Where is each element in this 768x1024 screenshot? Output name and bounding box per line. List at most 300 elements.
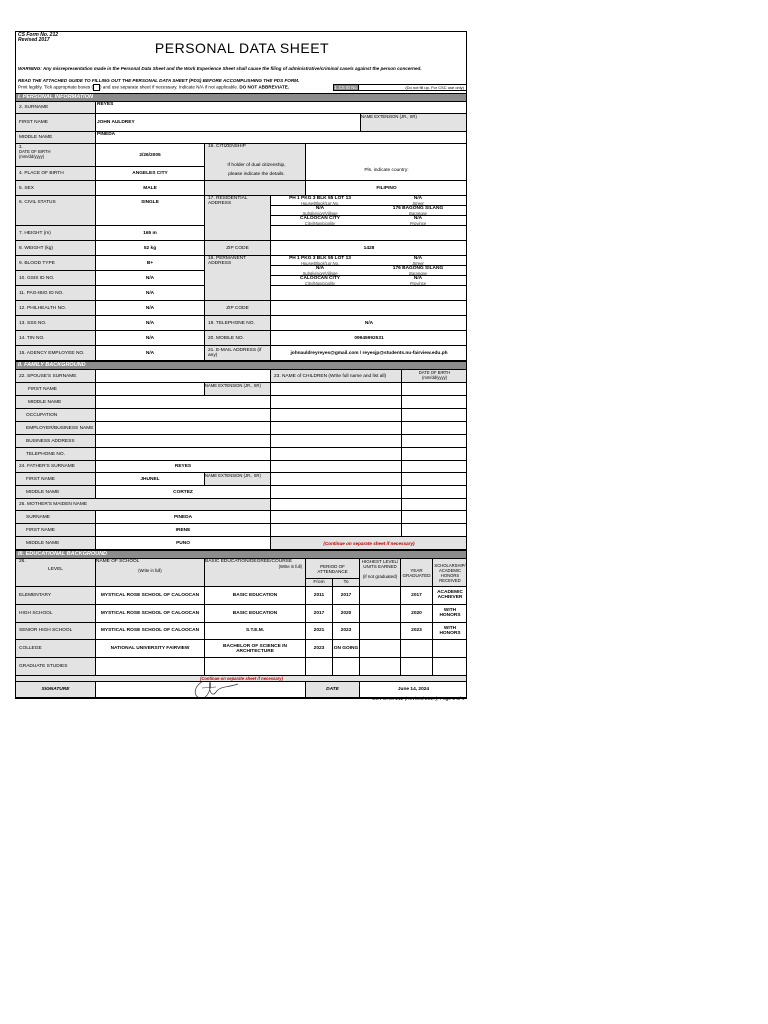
child-dob-field[interactable]	[402, 511, 467, 524]
gsis-label-text: 10. GSIS ID NO.	[19, 275, 55, 281]
res-zip-label	[205, 241, 271, 256]
education-number: 26.	[19, 559, 26, 564]
blood-type-value: B+	[146, 260, 154, 266]
res-province-value: N/A	[413, 216, 423, 221]
education-period-label: PERIOD OF ATTENDANCE	[317, 563, 348, 574]
perm-barangay-caption: Barangay	[409, 271, 427, 276]
telephone-value: N/A	[364, 320, 374, 326]
citizenship-value-field[interactable]	[306, 181, 467, 196]
education-year-value: 2023	[411, 628, 422, 634]
education-honors-cell[interactable]	[433, 658, 467, 676]
education-to-label: To	[343, 580, 349, 585]
philhealth-value: N/A	[145, 305, 155, 311]
tin-label	[16, 331, 96, 346]
sss-value: N/A	[145, 320, 155, 326]
child-dob-field[interactable]	[402, 499, 467, 511]
education-school-cell[interactable]	[96, 623, 205, 641]
perm-city-value: CALOOCAN CITY	[300, 276, 340, 281]
education-year-value: 2017	[411, 592, 422, 598]
employer-label-text: EMPLOYER/BUSINESS NAME	[26, 425, 94, 431]
checkbox-sample-icon	[93, 84, 100, 91]
education-course-cell[interactable]	[205, 640, 306, 658]
perm-house-field[interactable]	[271, 256, 369, 266]
telephone-label-text: 19. TELEPHONE NO.	[208, 320, 255, 326]
father-surname-label	[16, 461, 96, 473]
weight-label-text: 8. WEIGHT (kg)	[19, 245, 54, 251]
mobile-label-text: 20. MOBILE NO.	[208, 335, 244, 341]
cs-id-note: (Do not fill up. For CSC use only)	[359, 84, 467, 91]
civil-status-label-text: 6. CIVIL STATUS	[19, 200, 56, 205]
agency-employee-label-text: 15. AGENCY EMPLOYEE NO.	[19, 350, 85, 356]
mobile-value: 09945992531	[354, 335, 384, 341]
education-course-cell[interactable]	[205, 623, 306, 641]
gsis-label	[16, 271, 96, 286]
education-school-cell[interactable]	[96, 658, 205, 676]
perm-zip-label	[205, 301, 271, 316]
mother-first-name-label-text: FIRST NAME	[26, 527, 55, 533]
child-dob-field[interactable]	[402, 486, 467, 499]
child-name-field[interactable]	[271, 422, 402, 435]
mother-middle-name-value: PUNO	[176, 540, 190, 546]
pagibig-label	[16, 286, 96, 301]
agency-employee-field[interactable]	[96, 346, 205, 361]
employer-label	[16, 422, 96, 435]
height-label-text: 7. HEIGHT (m)	[19, 230, 51, 236]
res-city-caption: City/Municipality	[304, 221, 336, 226]
child-name-field[interactable]	[271, 473, 402, 486]
education-highest-sub: (if not graduated)	[362, 574, 398, 579]
footer-form-page: CS FORM 212 (Revised 2017), Page 1 of 4	[372, 697, 465, 702]
perm-address-filler	[271, 286, 467, 301]
education-course-cell[interactable]	[205, 587, 306, 605]
father-middle-name-value: CORTEZ	[173, 489, 193, 495]
father-first-name-field[interactable]	[96, 473, 205, 486]
email-label-text: 21. E-MAIL ADDRESS (if any)	[208, 348, 262, 358]
education-course-label: BASIC EDUCATION/DEGREE/COURSE	[205, 559, 293, 564]
perm-street-value: N/A	[413, 256, 423, 261]
education-school-header	[96, 559, 205, 587]
education-level-value: HIGH SCHOOL	[19, 610, 53, 616]
res-zip-field[interactable]	[271, 241, 467, 256]
dob-label	[16, 144, 96, 167]
weight-value: 52 kg	[143, 245, 157, 251]
education-level-cell	[16, 640, 96, 658]
occupation-field[interactable]	[96, 409, 271, 422]
education-course-value: BASIC EDUCATION	[232, 592, 278, 598]
child-dob-field[interactable]	[402, 461, 467, 473]
father-surname-label-text: 24. FATHER'S SURNAME	[19, 464, 76, 469]
signature-label-text: SIGNATURE	[41, 687, 70, 692]
education-year-cell[interactable]	[401, 658, 433, 676]
mother-surname-label	[16, 511, 96, 524]
dob-number: 3.	[19, 144, 23, 149]
family-continue-note	[271, 537, 467, 550]
education-year-header	[401, 559, 433, 587]
education-from-header	[306, 579, 333, 587]
education-from-value: 2011	[313, 592, 325, 598]
children-dob-format: (mm/dd/yyyy)	[421, 375, 448, 380]
res-house-caption: House/Block/Lot No.	[300, 201, 340, 206]
res-subdivision-caption: Subdivision/Village	[302, 211, 338, 216]
education-highest-cell[interactable]	[360, 640, 401, 658]
mobile-field[interactable]	[271, 331, 467, 346]
child-name-field[interactable]	[271, 396, 402, 409]
education-to-cell[interactable]	[333, 587, 360, 605]
perm-zip-label-text: ZIP CODE	[226, 305, 249, 311]
children-dob-label	[402, 370, 467, 383]
res-city-field[interactable]	[271, 216, 369, 226]
education-level-label: LEVEL	[48, 567, 63, 572]
education-period-header	[306, 559, 360, 579]
sss-label	[16, 316, 96, 331]
education-year-cell[interactable]	[401, 605, 433, 623]
education-year-value: 2020	[411, 610, 422, 616]
education-highest-cell[interactable]	[360, 623, 401, 641]
country-note: Pls. indicate country:	[364, 168, 409, 173]
education-honors-value: WITH HONORS	[439, 608, 461, 619]
children-label-text: 23. NAME of CHILDREN (Write full name and list all)	[274, 373, 387, 379]
education-highest-cell[interactable]	[360, 658, 401, 676]
telephone-label	[205, 316, 271, 331]
perm-barangay-field[interactable]	[369, 266, 467, 276]
perm-province-field[interactable]	[369, 276, 467, 286]
res-zip-label-text: ZIP CODE	[226, 245, 249, 251]
mother-middle-name-label	[16, 537, 96, 550]
perm-province-value: N/A	[413, 276, 423, 281]
father-name-extension-label: NAME EXTENSION (JR., SR)	[205, 473, 261, 478]
education-school-label: NAME OF SCHOOL	[96, 559, 140, 564]
section-personal-information: I. PERSONAL INFORMATION	[16, 93, 467, 102]
form-revision: Revised 2017	[18, 37, 50, 43]
middle-name-field[interactable]: PINEDA	[96, 132, 467, 144]
education-to-cell[interactable]	[333, 623, 360, 641]
agency-employee-label	[16, 346, 96, 361]
section-family-background: II. FAMILY BACKGROUND	[16, 361, 467, 370]
education-level-cell	[16, 605, 96, 623]
education-course-header	[205, 559, 306, 587]
res-house-value: PH 1 PKG 3 BLK 55 LOT 13	[289, 196, 351, 201]
education-school-cell[interactable]	[96, 605, 205, 623]
employer-field[interactable]	[96, 422, 271, 435]
education-level-header	[16, 559, 96, 587]
spouse-telephone-field[interactable]	[96, 448, 271, 461]
section-educational-background: III. EDUCATIONAL BACKGROUND	[16, 550, 467, 559]
education-course-cell[interactable]	[205, 658, 306, 676]
sss-field[interactable]	[96, 316, 205, 331]
pagibig-value: N/A	[145, 290, 155, 296]
res-street-value: N/A	[413, 196, 423, 201]
res-street-field[interactable]	[369, 196, 467, 206]
spouse-telephone-label-text: TELEPHONE NO.	[26, 451, 65, 457]
education-school-sub: (Write in full)	[138, 568, 162, 573]
res-street-caption: Street	[412, 201, 424, 206]
mother-first-name-field[interactable]	[96, 524, 271, 537]
father-first-name-value: JHUNEL	[140, 476, 160, 482]
weight-field[interactable]	[96, 241, 205, 256]
child-dob-field[interactable]	[402, 524, 467, 537]
res-barangay-caption: Barangay	[409, 211, 427, 216]
res-barangay-value: 176 BAGONG SILANG	[392, 206, 444, 211]
spouse-name-extension-field[interactable]	[205, 383, 271, 396]
residential-address-label	[205, 196, 271, 241]
res-address-filler	[271, 226, 467, 241]
business-address-label	[16, 435, 96, 448]
gsis-field[interactable]	[96, 271, 205, 286]
education-honors-header	[433, 559, 467, 587]
guide-text: READ THE ATTACHED GUIDE TO FILLING OUT THE PERSONAL DATA SHEET (PDS) BEFORE ACCOMPLISHING THE PDS FORM.	[18, 78, 300, 83]
child-name-field[interactable]	[271, 448, 402, 461]
date-field[interactable]	[360, 682, 467, 698]
spouse-first-name-field[interactable]	[96, 383, 205, 396]
occupation-label-text: OCCUPATION	[26, 412, 58, 418]
child-dob-field[interactable]	[402, 409, 467, 422]
surname-label-text: 2. SURNAME	[19, 105, 49, 110]
business-address-field[interactable]	[96, 435, 271, 448]
education-honors-cell[interactable]	[433, 623, 467, 641]
education-highest-cell[interactable]	[360, 605, 401, 623]
education-highest-cell[interactable]	[360, 587, 401, 605]
dob-label-text: DATE OF BIRTH	[19, 149, 51, 154]
education-continue-note-text: (Continue on separate sheet if necessary)	[199, 676, 284, 681]
spouse-surname-label	[16, 370, 96, 383]
perm-subdivision-field[interactable]	[271, 266, 369, 276]
education-year-cell[interactable]	[401, 587, 433, 605]
pob-label-text: 4. PLACE OF BIRTH	[19, 171, 64, 176]
name-extension-label: NAME EXTENSION (JR., SR)	[361, 114, 417, 119]
education-honors-cell[interactable]	[433, 605, 467, 623]
first-name-value: JOHN AULDREY	[97, 120, 135, 125]
occupation-label	[16, 409, 96, 422]
education-to-header	[333, 579, 360, 587]
child-dob-field[interactable]	[402, 435, 467, 448]
education-year-cell[interactable]	[401, 640, 433, 658]
spouse-first-name-label-text: FIRST NAME	[28, 386, 57, 392]
tin-value: N/A	[145, 335, 155, 341]
education-school-cell[interactable]	[96, 640, 205, 658]
education-from-cell[interactable]	[306, 587, 333, 605]
res-barangay-field[interactable]	[369, 206, 467, 216]
sex-label-text: 5. SEX	[19, 185, 34, 191]
spouse-middle-name-field[interactable]	[96, 396, 271, 409]
child-dob-field[interactable]	[402, 422, 467, 435]
dob-format: (mm/dd/yyyy)	[19, 154, 45, 159]
citizenship-detail-label	[205, 181, 306, 196]
family-continue-note-text: (Continue on separate sheet if necessary)	[323, 540, 415, 546]
no-abbreviate-note: DO NOT ABBREVIATE.	[239, 84, 290, 90]
father-middle-name-field[interactable]	[96, 486, 271, 499]
citizenship-label-text: 16. CITIZENSHIP	[208, 144, 246, 149]
sex-label	[16, 181, 96, 196]
spouse-first-name-label	[16, 383, 96, 396]
education-year-cell[interactable]	[401, 623, 433, 641]
education-course-value: BACHELOR OF SCIENCE IN ARCHITECTURE	[223, 643, 287, 654]
perm-house-value: PH 1 PKG 3 BLK 55 LOT 13	[289, 256, 351, 261]
citizenship-field[interactable]	[306, 144, 467, 181]
personal-data-sheet	[15, 31, 467, 699]
children-label	[271, 370, 402, 383]
education-course-cell[interactable]	[205, 605, 306, 623]
surname-label	[16, 102, 96, 114]
blood-type-label-text: 9. BLOOD TYPE	[19, 260, 55, 266]
citizenship-label	[205, 144, 306, 181]
pob-field[interactable]	[96, 167, 205, 181]
mobile-label	[205, 331, 271, 346]
blood-type-field[interactable]	[96, 256, 205, 271]
res-house-field[interactable]	[271, 196, 369, 206]
education-year-label: YEAR GRADUATED	[402, 567, 431, 578]
date-label-text: DATE	[326, 687, 339, 692]
gsis-value: N/A	[145, 275, 155, 281]
father-middle-name-label	[16, 486, 96, 499]
child-name-field[interactable]	[271, 499, 402, 511]
mother-first-name-value: IRENE	[175, 527, 191, 533]
education-to-value: ON GOING	[333, 646, 359, 652]
business-address-label-text: BUSINESS ADDRESS	[26, 438, 75, 444]
education-to-cell[interactable]	[333, 658, 360, 676]
email-field[interactable]	[271, 346, 467, 361]
child-dob-field[interactable]	[402, 383, 467, 396]
spouse-telephone-label	[16, 448, 96, 461]
spouse-middle-name-label	[16, 396, 96, 409]
form-number: CS Form No. 212	[18, 32, 59, 38]
first-name-label-text: FIRST NAME	[19, 120, 48, 125]
education-level-value: SENIOR HIGH SCHOOL	[19, 628, 73, 634]
email-label	[205, 346, 271, 361]
child-name-field[interactable]	[271, 383, 402, 396]
civil-status-label	[16, 196, 96, 226]
spouse-surname-field[interactable]	[96, 370, 271, 383]
signature-field[interactable]	[96, 682, 306, 698]
father-first-name-label	[16, 473, 96, 486]
telephone-field[interactable]	[271, 316, 467, 331]
instructions-part-1: Print legibly. Tick appropriate boxes (	[18, 84, 93, 90]
res-province-field[interactable]	[369, 216, 467, 226]
cs-id-label: 1. CS ID No.	[334, 85, 358, 90]
civil-status-field[interactable]	[96, 196, 205, 226]
height-value: 165 m	[143, 230, 157, 236]
education-highest-label: HIGHEST LEVEL/ UNITS EARNED	[361, 559, 399, 569]
page-title: PERSONAL DATA SHEET	[154, 40, 330, 56]
education-from-cell[interactable]	[306, 640, 333, 658]
height-field[interactable]	[96, 226, 205, 241]
residential-address-label-text: 17. RESIDENTIAL ADDRESS	[208, 196, 248, 206]
sex-value: MALE	[143, 185, 157, 191]
father-surname-field[interactable]	[96, 461, 271, 473]
spouse-middle-name-label-text: MIDDLE NAME	[28, 399, 62, 405]
education-from-cell[interactable]	[306, 658, 333, 676]
father-name-extension-field[interactable]	[205, 473, 271, 486]
blood-type-label	[16, 256, 96, 271]
agency-employee-value: N/A	[145, 350, 155, 356]
philhealth-label-text: 12. PHILHEALTH NO.	[19, 305, 67, 311]
weight-label	[16, 241, 96, 256]
child-dob-field[interactable]	[402, 473, 467, 486]
child-name-field[interactable]	[271, 461, 402, 473]
middle-name-label-text: MIDDLE NAME	[19, 135, 53, 140]
res-subdivision-field[interactable]	[271, 206, 369, 216]
education-course-value: BASIC EDUCATION	[232, 610, 278, 616]
citizenship-value: FILIPINO	[376, 185, 397, 191]
spouse-name-extension-label: NAME EXTENSION (JR., SR)	[205, 383, 261, 388]
child-name-field[interactable]	[271, 511, 402, 524]
education-level-cell	[16, 587, 96, 605]
perm-barangay-value: 176 BAGONG SILANG	[392, 266, 444, 271]
education-honors-label: SCHOLARSHIP/ ACADEMIC HONORS RECEIVED	[434, 562, 466, 583]
perm-street-field[interactable]	[369, 256, 467, 266]
permanent-address-label	[205, 256, 271, 301]
mother-surname-field[interactable]	[96, 511, 271, 524]
date-value: June 14, 2024	[397, 687, 430, 692]
dual-citizenship-note-2: please indicate the details.	[228, 172, 285, 177]
education-from-cell[interactable]	[306, 623, 333, 641]
signature-label	[16, 682, 96, 698]
education-level-cell	[16, 623, 96, 641]
middle-name-label	[16, 132, 96, 144]
name-extension-field[interactable]	[361, 114, 467, 132]
education-honors-value: WITH HONORS	[439, 625, 461, 636]
mother-maiden-name-label	[16, 499, 271, 511]
child-name-field[interactable]	[271, 409, 402, 422]
instructions-part-2: ) and use separate sheet if necessary. Indicate N/A if not applicable.	[99, 84, 239, 90]
dob-field[interactable]	[96, 144, 205, 167]
child-dob-field[interactable]	[402, 396, 467, 409]
surname-field[interactable]: REYES	[96, 102, 467, 114]
pob-label	[16, 167, 96, 181]
education-from-label: From	[313, 580, 325, 585]
child-name-field[interactable]	[271, 486, 402, 499]
child-dob-field[interactable]	[402, 448, 467, 461]
mother-middle-name-field[interactable]	[96, 537, 271, 550]
mother-maiden-name-label-text: 25. MOTHER'S MAIDEN NAME	[19, 502, 88, 507]
sss-label-text: 13. SSS NO.	[19, 320, 47, 326]
child-name-field[interactable]	[271, 435, 402, 448]
first-name-field[interactable]	[96, 114, 361, 132]
res-province-caption: Province	[409, 221, 427, 226]
father-middle-name-label-text: MIDDLE NAME	[26, 489, 60, 495]
education-from-cell[interactable]	[306, 605, 333, 623]
pagibig-field[interactable]	[96, 286, 205, 301]
education-to-value: 2023	[340, 628, 352, 634]
mother-middle-name-label-text: MIDDLE NAME	[26, 540, 60, 546]
education-level-cell	[16, 658, 96, 676]
sex-field[interactable]	[96, 181, 205, 196]
education-to-cell[interactable]	[333, 605, 360, 623]
education-highest-header	[360, 559, 401, 587]
education-honors-cell[interactable]	[433, 587, 467, 605]
education-level-value: COLLEGE	[19, 646, 42, 652]
father-first-name-label-text: FIRST NAME	[26, 476, 55, 482]
warning-text: WARNING: Any misrepresentation made in the Personal Data Sheet and the Work Experience Sheet shall cause the filing of administrative/criminal case/s against the person concerned.	[18, 66, 422, 71]
tin-field[interactable]	[96, 331, 205, 346]
perm-city-field[interactable]	[271, 276, 369, 286]
education-honors-cell[interactable]	[433, 640, 467, 658]
education-school-cell[interactable]	[96, 587, 205, 605]
permanent-address-label-text: 18. PERMANENT ADDRESS	[208, 256, 247, 266]
mother-surname-value: PINEDA	[173, 514, 193, 520]
education-from-value: 2021	[313, 628, 325, 634]
date-label	[306, 682, 360, 698]
education-course-value: S.T.E.M.	[245, 628, 265, 634]
philhealth-field[interactable]	[96, 301, 205, 316]
education-to-value: 2020	[340, 610, 352, 616]
perm-city-caption: City/Municipality	[304, 281, 336, 286]
child-name-field[interactable]	[271, 524, 402, 537]
perm-house-caption: House/Block/Lot No.	[300, 261, 340, 266]
height-label	[16, 226, 96, 241]
education-to-cell[interactable]	[333, 640, 360, 658]
education-level-value: GRADUATE STUDIES	[19, 664, 68, 670]
perm-zip-field[interactable]	[271, 301, 467, 316]
